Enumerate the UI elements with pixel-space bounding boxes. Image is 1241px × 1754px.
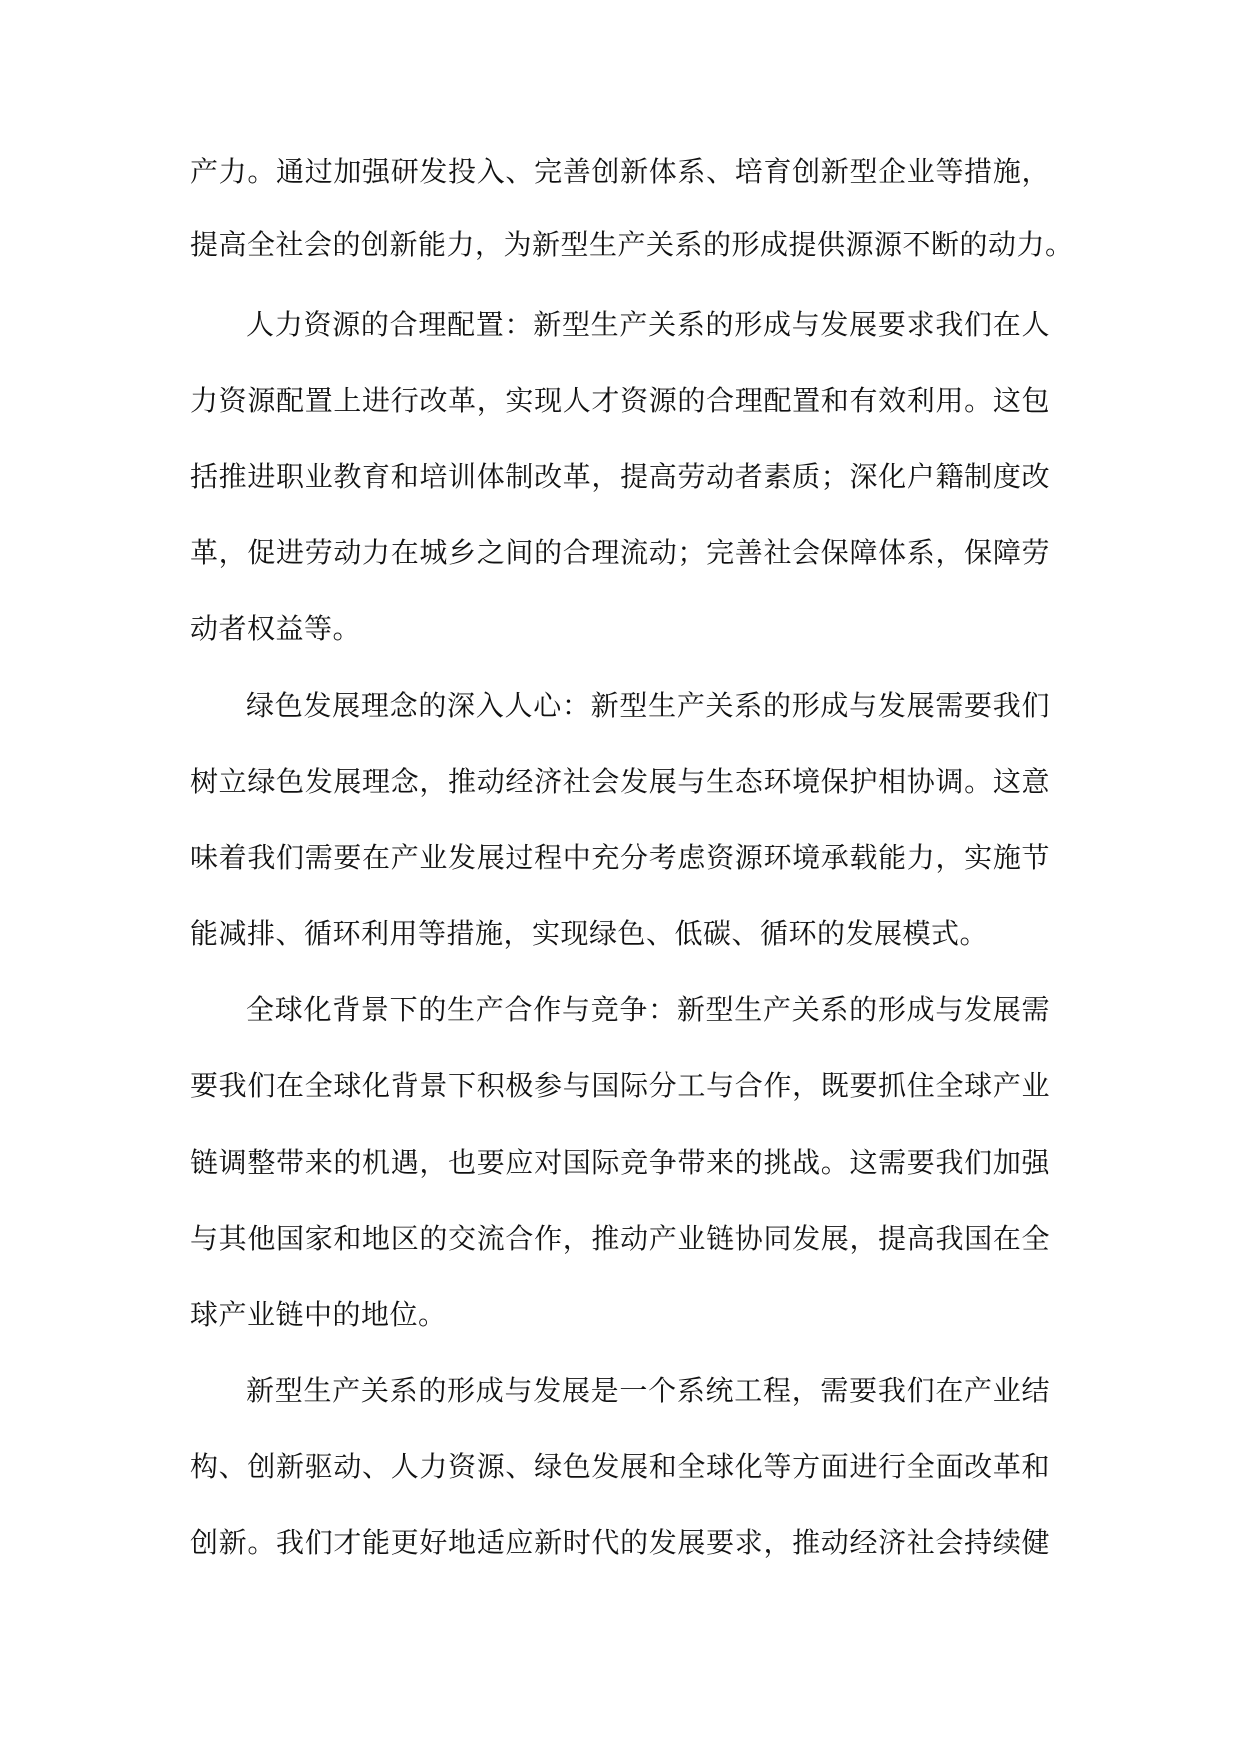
text-line: 提高全社会的创新能力，为新型生产关系的形成提供源源不断的动力。 <box>190 228 1074 261</box>
text-line: 与其他国家和地区的交流合作，推动产业链协同发展，提高我国在全 <box>190 1222 1050 1255</box>
text-line: 球产业链中的地位。 <box>190 1298 447 1331</box>
text-line: 全球化背景下的生产合作与竞争：新型生产关系的形成与发展需 <box>246 993 1050 1026</box>
text-line: 力资源配置上进行改革，实现人才资源的合理配置和有效利用。这包 <box>190 384 1050 417</box>
text-line: 构、创新驱动、人力资源、绿色发展和全球化等方面进行全面改革和 <box>190 1450 1050 1483</box>
text-line: 味着我们需要在产业发展过程中充分考虑资源环境承载能力，实施节 <box>190 841 1050 874</box>
text-line: 动者权益等。 <box>190 612 362 645</box>
text-line: 要我们在全球化背景下积极参与国际分工与合作，既要抓住全球产业 <box>190 1069 1050 1102</box>
text-line: 树立绿色发展理念，推动经济社会发展与生态环境保护相协调。这意 <box>190 765 1050 798</box>
text-line: 创新。我们才能更好地适应新时代的发展要求，推动经济社会持续健 <box>190 1526 1050 1559</box>
text-line: 能减排、循环利用等措施，实现绿色、低碳、循环的发展模式。 <box>190 917 989 950</box>
text-line: 产力。通过加强研发投入、完善创新体系、培育创新型企业等措施， <box>190 155 1050 188</box>
text-line: 新型生产关系的形成与发展是一个系统工程，需要我们在产业结 <box>246 1374 1050 1407</box>
text-line: 人力资源的合理配置：新型生产关系的形成与发展要求我们在人 <box>246 308 1050 341</box>
text-line: 革，促进劳动力在城乡之间的合理流动；完善社会保障体系，保障劳 <box>190 536 1050 569</box>
text-line: 绿色发展理念的深入人心：新型生产关系的形成与发展需要我们 <box>246 689 1050 722</box>
text-line: 链调整带来的机遇，也要应对国际竞争带来的挑战。这需要我们加强 <box>190 1146 1050 1179</box>
text-line: 括推进职业教育和培训体制改革，提高劳动者素质；深化户籍制度改 <box>190 460 1050 493</box>
